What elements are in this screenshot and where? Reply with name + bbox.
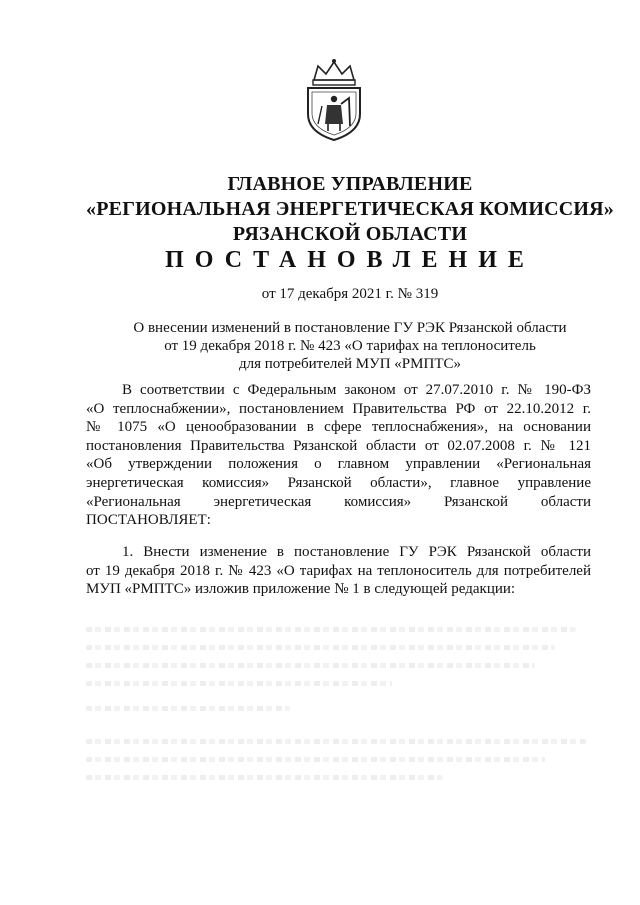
ryazan-coat-of-arms-icon [300,58,368,142]
preamble-line: «Об утверждении положения о главном управлении «Региональная [86,456,591,473]
preamble-line: «О теплоснабжении», постановлением Правительства РФ от 22.10.2012 г. [86,400,591,417]
item-1-line: от 19 декабря 2018 г. № 423 «О тарифах на теплоноситель для потребителей [86,562,591,579]
preamble-line: № 1075 «О ценообразовании в сфере теплоснабжения», на основании [86,419,591,436]
item-1-paragraph [86,543,591,599]
document-type-heading: ПОСТАНОВЛЕНИЕ [165,247,535,273]
authority-line-2: «РЕГИОНАЛЬНАЯ ЭНЕРГЕТИЧЕСКАЯ КОМИССИЯ» [86,198,614,220]
preamble-paragraph [86,381,591,530]
bleed-through-text [86,627,596,793]
subject-line-2: от 19 декабря 2018 г. № 423 «О тарифах на теплоноситель [164,338,536,354]
preamble-line: В соответствии с Федеральным законом от 27.07.2010 г. № 190-ФЗ [122,382,591,398]
authority-line-3: РЯЗАНСКОЙ ОБЛАСТИ [232,223,468,245]
subject-line-1: О внесении изменений в постановление ГУ РЭК Рязанской области [133,320,567,336]
issuing-authority [60,172,640,247]
preamble-line: постановления Правительства Рязанской области от 02.07.2008 г. № 121 [86,437,591,454]
authority-line-1: ГЛАВНОЕ УПРАВЛЕНИЕ [227,173,473,195]
document-subject [60,319,640,373]
item-1-line: МУП «РМПТС» изложив приложение № 1 в следующей редакции: [86,581,516,598]
document-date-number: от 17 декабря 2021 г. № 319 [261,286,439,302]
subject-line-3: для потребителей МУП «РМПТС» [238,356,461,372]
preamble-line: энергетическая комиссия» Рязанской области», главное управление [86,474,591,491]
item-1-line: 1. Внести изменение в постановление ГУ РЭК Рязанской области [122,544,591,560]
preamble-line: ПОСТАНОВЛЯЕТ: [86,512,211,529]
preamble-line: «Региональная энергетическая комиссия» Рязанской области [86,493,591,510]
